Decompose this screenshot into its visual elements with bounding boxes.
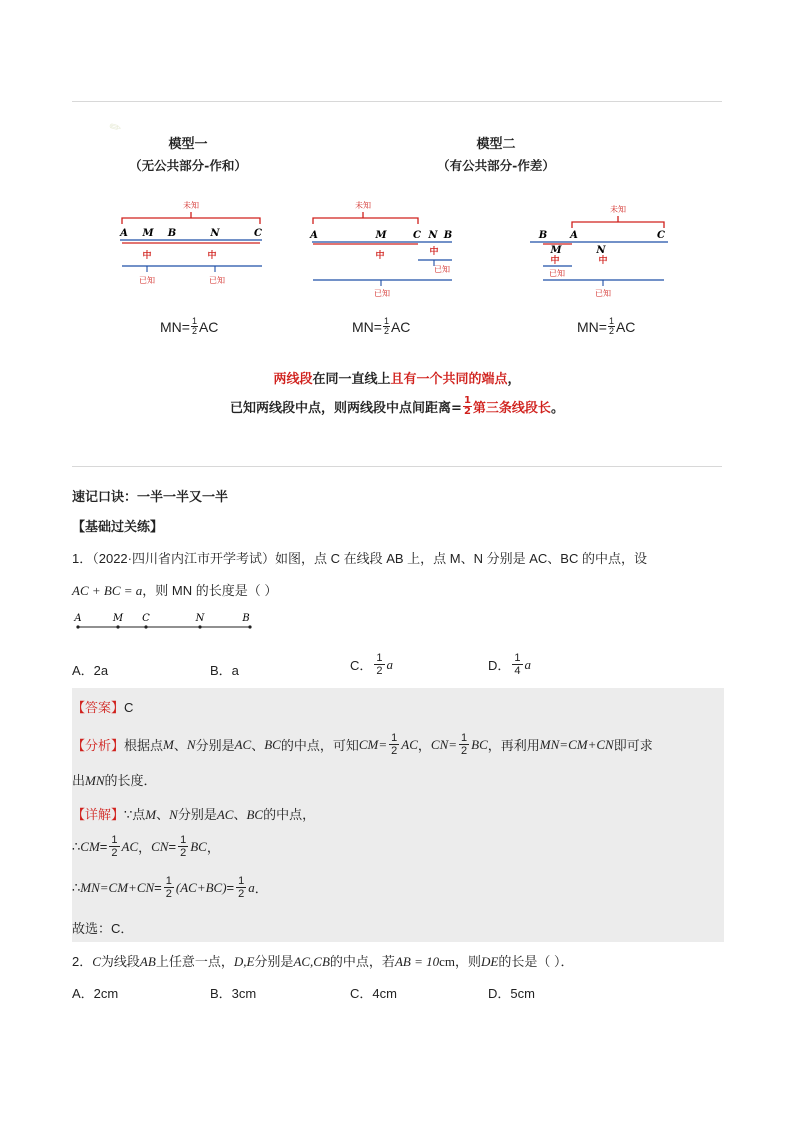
formula-model2 <box>352 317 410 336</box>
q1-stem: 1．（2022·四川省内江市开学考试）如图，点 C 在线段 AB 上，点 M、N 分别是 AC、BC 的中点，设 <box>72 551 647 566</box>
watermark-logo: ✎ <box>106 118 125 138</box>
summary-line1: 两线段在同一直线上且有一个共同的端点， <box>273 372 521 387</box>
formula-fraction: $\frac{1}{2}$ <box>608 316 614 336</box>
diagram-model2 <box>309 200 452 298</box>
formula-fraction: $\frac{1}{2}$ <box>191 316 197 336</box>
d3-unknown-label: 未知 <box>610 205 626 214</box>
segment-diagrams <box>0 190 794 310</box>
q1-option-b[interactable]: B．a <box>210 663 239 678</box>
d1-point-label: B <box>167 228 177 239</box>
q1-point-label: A <box>74 613 82 624</box>
d1-point-label: A <box>120 228 128 239</box>
formula-lhs: MN= <box>352 318 382 335</box>
detail-line1: 【详解】∵点M、N分别是AC、BC的中点， <box>72 807 316 822</box>
formula-model1 <box>160 317 218 336</box>
q1-diagram <box>70 608 270 638</box>
d1-point-label: M <box>142 228 154 239</box>
d2-known-label: 已知 <box>374 289 390 298</box>
formula-rhs: AC <box>198 318 219 335</box>
formula-rhs: AC <box>615 318 636 335</box>
diagram-model1 <box>119 200 262 285</box>
diagram-model3 <box>530 204 668 298</box>
formula-fraction: $\frac{1}{2}$ <box>383 316 389 336</box>
d1-mid-label: 中 <box>207 251 217 261</box>
q2-option-d[interactable]: D．5cm <box>488 986 535 1001</box>
model1-subtitle: （无公共部分-作和） <box>129 158 247 173</box>
d3-known-label: 已知 <box>595 289 611 298</box>
q1-option-a[interactable]: A．2a <box>72 663 109 678</box>
d2-point-label: M <box>375 230 387 241</box>
d2-mid-label: 中 <box>375 251 385 261</box>
d2-mid-label: 中 <box>429 247 439 257</box>
formula-lhs: MN= <box>577 318 607 335</box>
d3-point-label: C <box>657 230 665 241</box>
section-divider <box>72 466 722 467</box>
top-divider <box>72 101 722 102</box>
formula-lhs: MN= <box>160 318 190 335</box>
d3-point-label: N <box>596 245 606 256</box>
d3-point-label: A <box>570 230 578 241</box>
q2-option-b[interactable]: B．3cm <box>210 986 257 1001</box>
model1-title: 模型一 <box>168 137 208 152</box>
model2-title: 模型二 <box>476 137 516 152</box>
d3-mid-label: 中 <box>550 256 560 266</box>
summary-line2: 已知两线段中点，则两线段中点间距离= $\frac{1}{2}$ 第三条线段长 。 <box>230 395 564 417</box>
d1-point-label: N <box>210 228 220 239</box>
d2-point-label: B <box>443 230 453 241</box>
d2-known-label: 已知 <box>434 265 450 274</box>
d1-known-label: 已知 <box>139 276 155 285</box>
mnemonic: 速记口诀：一半一半又一半 <box>72 489 229 504</box>
formula-model3 <box>577 317 635 336</box>
d1-unknown-label: 未知 <box>183 201 199 210</box>
d2-unknown-label: 未知 <box>355 201 371 210</box>
choose-line: 故选：C． <box>72 921 134 936</box>
d1-mid-label: 中 <box>142 251 152 261</box>
q2-stem: 2．C为线段AB上任意一点，D,E分别是AC,CB的中点，若AB = 10cm，则DE的长是（ ）． <box>72 954 574 969</box>
answer-line: 【答案】C <box>72 700 134 715</box>
q1-option-d[interactable]: D． 1 4 a <box>488 652 532 677</box>
d3-point-label: B <box>538 230 548 241</box>
d1-point-label: C <box>254 228 262 239</box>
model2-subtitle: （有公共部分-作差） <box>437 158 555 173</box>
d2-point-label: A <box>310 230 318 241</box>
detail-line3: ∴ MN=CM+CN = $\frac{1}{2}$ (AC+BC) = $\frac{1}{2}$ a ． <box>72 875 268 900</box>
q2-option-a[interactable]: A．2cm <box>72 986 119 1001</box>
analysis-line: 【分析】 根据点 M 、 N 分别是 AC 、 BC 的中点，可知 CM= $\frac{1}{2}$ AC ， CN= $\frac{1}{2}$ BC ，再利用 MN=CM+CN 即可求 <box>72 732 653 757</box>
d3-point-label: M <box>550 245 562 256</box>
summary-fraction: $\frac{1}{2}$ <box>463 395 471 417</box>
d2-point-label: N <box>428 230 438 241</box>
q1-point-label: N <box>195 613 205 624</box>
detail-line2: ∴ CM = $\frac{1}{2}$ AC ， CN = $\frac{1}{2}$ BC ， <box>72 834 220 859</box>
d3-mid-label: 中 <box>598 256 608 266</box>
q1-stem-line2: AC + BC = a，则 MN 的长度是（ ） <box>72 583 278 598</box>
q1-point-label: C <box>142 613 150 624</box>
d2-point-label: C <box>413 230 421 241</box>
formula-rhs: AC <box>390 318 411 335</box>
q1-option-c[interactable]: C． 1 2 a <box>350 652 394 677</box>
analysis-line2: 出MN的长度． <box>72 773 157 788</box>
q2-option-c[interactable]: C．4cm <box>350 986 397 1001</box>
section-heading: 【基础过关练】 <box>72 519 164 534</box>
d3-known-label: 已知 <box>549 269 565 278</box>
q1-point-label: M <box>112 613 124 624</box>
d1-known-label: 已知 <box>209 276 225 285</box>
q1-equation: AC + BC = a <box>72 583 143 598</box>
q1-point-label: B <box>242 613 250 624</box>
